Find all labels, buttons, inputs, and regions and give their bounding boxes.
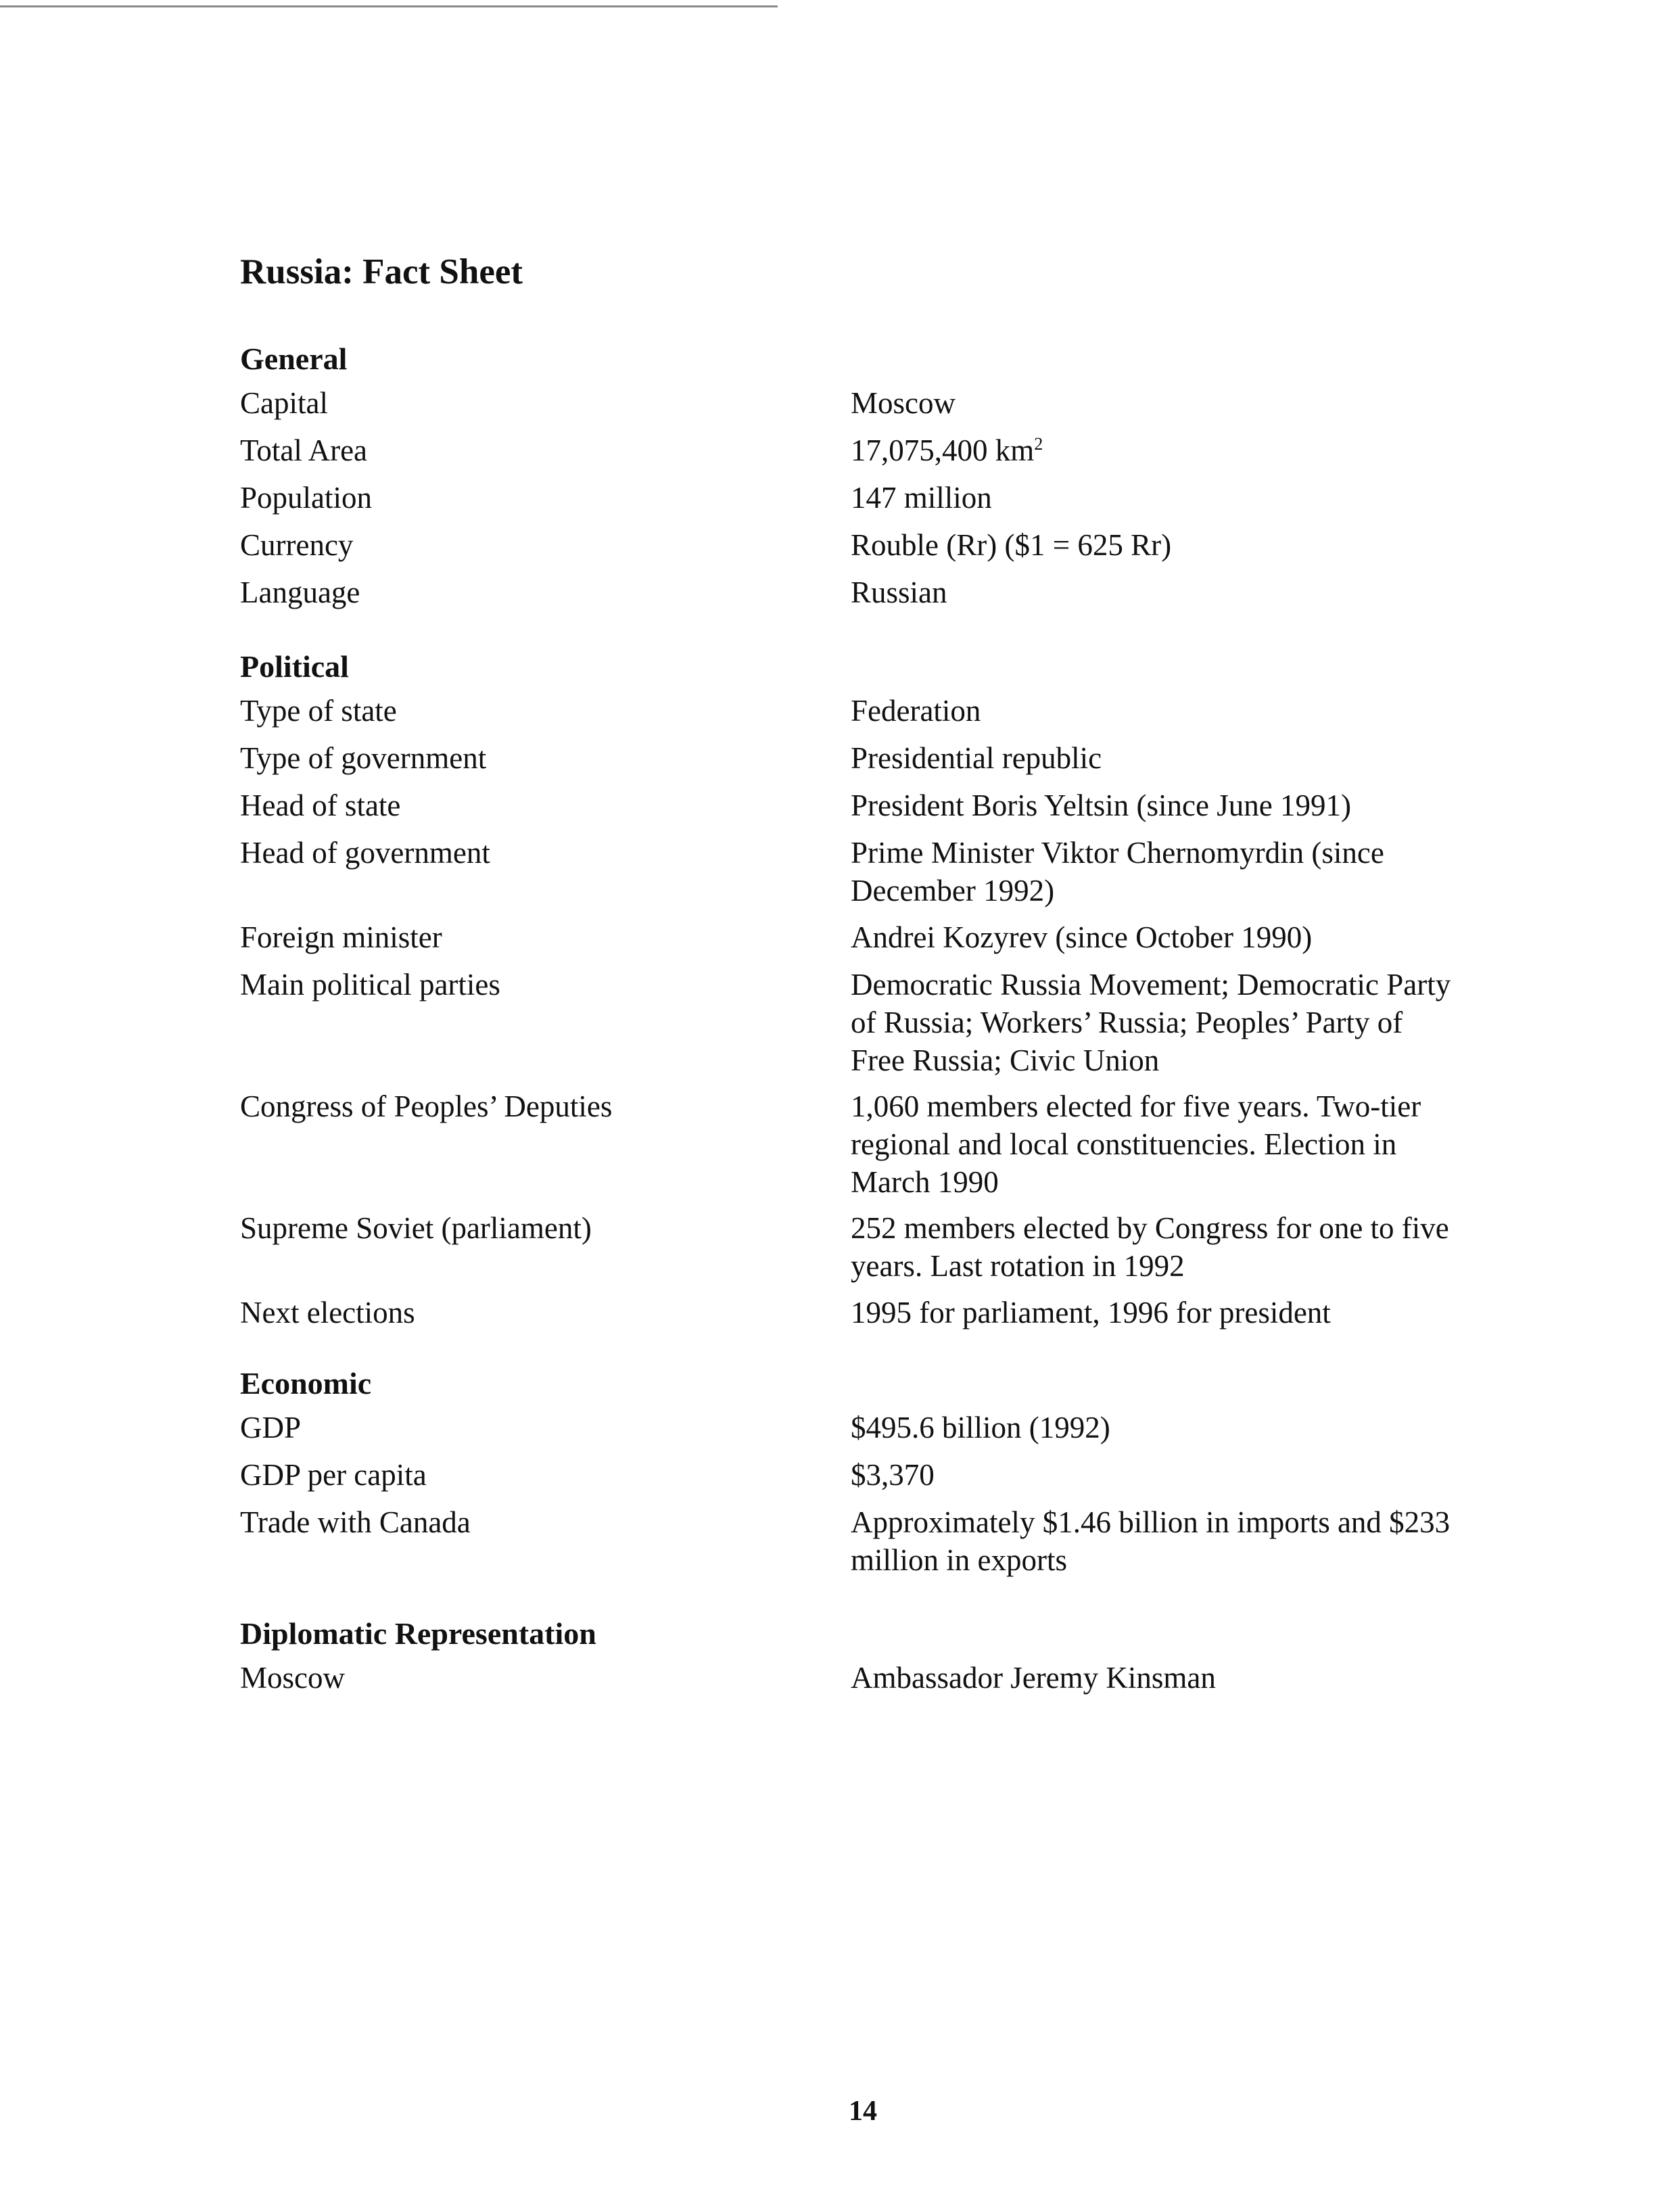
- fact-label: Currency: [240, 528, 354, 562]
- fact-label: Congress of Peoples’ Deputies: [240, 1089, 613, 1123]
- fact-row-next-elections: [240, 1294, 1491, 1341]
- fact-row-total-area: [240, 431, 1491, 479]
- fact-row-foreign-minister: [240, 918, 1491, 966]
- fact-value: 147 million: [851, 481, 992, 515]
- top-rule: [0, 5, 778, 7]
- fact-label: Head of state: [240, 789, 401, 822]
- fact-row-main-political-parties: [240, 966, 1491, 1087]
- fact-row-supreme-soviet: [240, 1209, 1491, 1294]
- fact-label: GDP: [240, 1411, 302, 1444]
- fact-label: Moscow: [240, 1661, 345, 1695]
- fact-row-gdp-per-capita: [240, 1456, 1491, 1503]
- fact-value: Moscow: [851, 386, 956, 420]
- section-heading: Economic: [240, 1366, 372, 1401]
- fact-value: Democratic Russia Movement; Democratic Party of Russia; Workers’ Russia; Peoples’ Party of Free Russia; Civic Union: [851, 968, 1451, 1077]
- fact-value: Approximately $1.46 billion in imports and $233 million in exports: [851, 1505, 1451, 1577]
- fact-label: Type of government: [240, 741, 487, 775]
- fact-label: Main political parties: [240, 968, 500, 1002]
- page-title: Russia: Fact Sheet: [240, 252, 523, 291]
- section-general: [240, 338, 1491, 621]
- fact-label: Head of government: [240, 836, 490, 870]
- fact-row-head-of-government: [240, 834, 1491, 918]
- fact-label: GDP per capita: [240, 1458, 427, 1492]
- fact-value: Federation: [851, 694, 981, 728]
- fact-row-head-of-state: [240, 786, 1491, 834]
- fact-value: [851, 431, 1459, 469]
- fact-value: $495.6 billion (1992): [851, 1411, 1110, 1444]
- fact-value: Russian: [851, 575, 947, 609]
- fact-row-trade-with-canada: [240, 1503, 1491, 1588]
- page-number: 14: [849, 2096, 877, 2127]
- fact-row-capital: [240, 384, 1491, 431]
- section-diplomatic: [240, 1613, 1491, 1706]
- fact-label: Total Area: [240, 433, 368, 467]
- fact-value: Prime Minister Viktor Chernomyrdin (since December 1992): [851, 836, 1384, 908]
- fact-row-gdp: [240, 1409, 1491, 1456]
- fact-label: Next elections: [240, 1296, 415, 1329]
- fact-row-type-of-government: [240, 739, 1491, 786]
- fact-value-text: 17,075,400 km: [851, 433, 1035, 467]
- fact-value: Presidential republic: [851, 741, 1102, 775]
- fact-label: Type of state: [240, 694, 397, 728]
- section-political: [240, 646, 1491, 1341]
- fact-label: Supreme Soviet (parliament): [240, 1211, 592, 1245]
- fact-label: Capital: [240, 386, 328, 420]
- fact-row-congress-of-deputies: [240, 1087, 1491, 1209]
- fact-value: 1995 for parliament, 1996 for president: [851, 1296, 1331, 1329]
- fact-row-language: [240, 573, 1491, 621]
- fact-row-currency: [240, 526, 1491, 573]
- fact-row-population: [240, 479, 1491, 526]
- fact-row-moscow: [240, 1659, 1491, 1706]
- fact-label: Language: [240, 575, 360, 609]
- fact-label: Population: [240, 481, 373, 515]
- section-heading: Political: [240, 649, 349, 684]
- fact-value: President Boris Yeltsin (since June 1991): [851, 789, 1351, 822]
- fact-row-type-of-state: [240, 692, 1491, 739]
- fact-value: 252 members elected by Congress for one to five years. Last rotation in 1992: [851, 1211, 1449, 1283]
- fact-value: $3,370: [851, 1458, 935, 1492]
- fact-label: Trade with Canada: [240, 1505, 471, 1539]
- fact-label: Foreign minister: [240, 920, 442, 954]
- section-heading: Diplomatic Representation: [240, 1616, 596, 1651]
- section-heading: General: [240, 342, 348, 376]
- section-economic: [240, 1363, 1491, 1588]
- fact-value: Ambassador Jeremy Kinsman: [851, 1661, 1216, 1695]
- fact-value: Andrei Kozyrev (since October 1990): [851, 920, 1313, 954]
- fact-value: 1,060 members elected for five years. Two-tier regional and local constituencies. Election in March 1990: [851, 1089, 1421, 1199]
- fact-value: Rouble (Rr) ($1 = 625 Rr): [851, 528, 1172, 562]
- superscript: 2: [1034, 434, 1043, 454]
